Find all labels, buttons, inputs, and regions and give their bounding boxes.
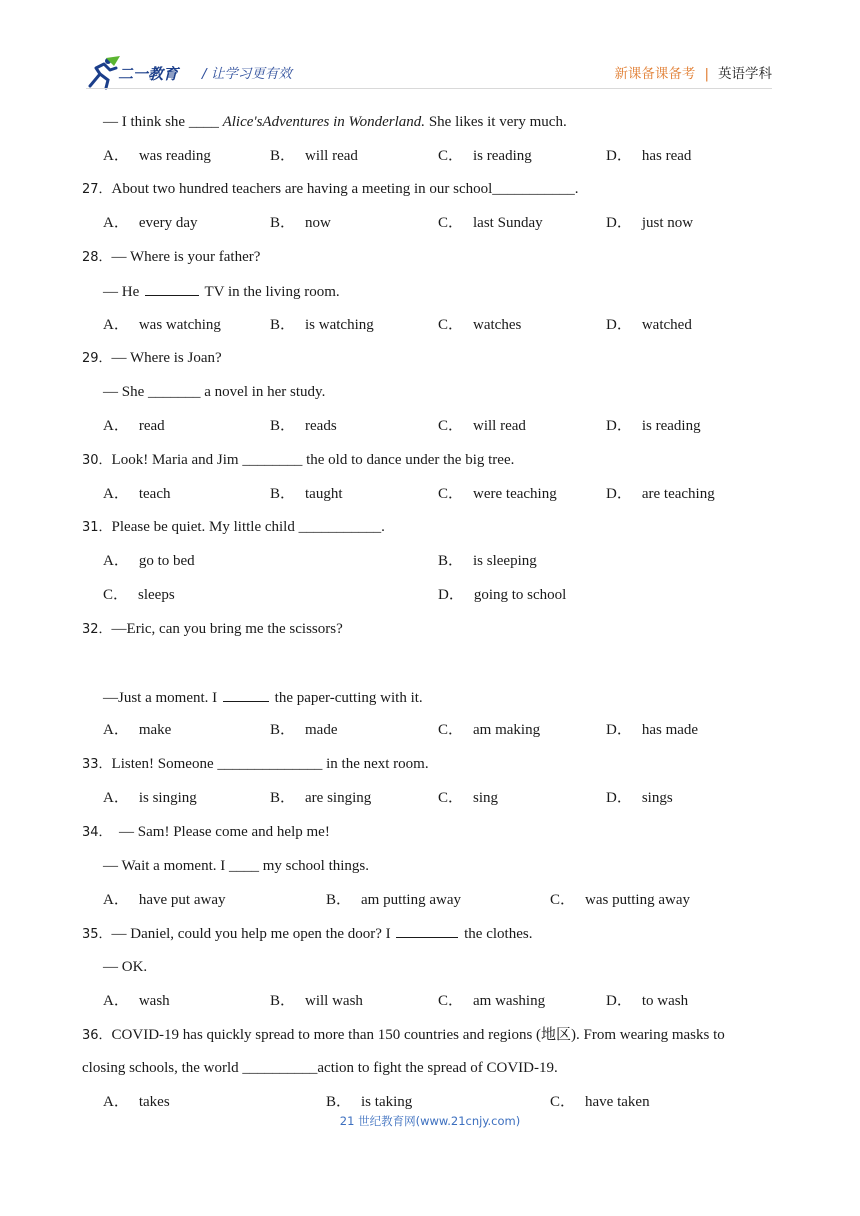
option-letter: B． [270,486,296,502]
question-34 [82,823,330,842]
answer-blank [223,688,269,702]
option-text: sleeps [138,587,175,603]
option-b[interactable] [270,417,337,435]
option-b[interactable] [438,552,537,570]
option-text: has read [641,148,692,164]
option-text: sings [641,790,673,806]
option-text: was watching [138,317,221,333]
runner-logo-icon [86,56,122,90]
option-b[interactable] [270,316,374,334]
option-c[interactable] [550,1093,650,1111]
option-c[interactable] [438,417,526,435]
question-text: — Where is Joan? [111,350,222,366]
question-number: 32． [82,622,112,637]
option-b[interactable] [270,485,343,503]
question-32-answer-line [103,688,423,707]
option-letter: C． [103,587,129,603]
option-c[interactable] [438,147,532,165]
option-letter: B． [270,722,296,738]
line-text: the paper-cutting with it. [270,690,423,706]
option-a[interactable] [103,552,195,570]
question-28 [82,248,260,267]
option-c[interactable] [438,789,498,807]
option-text: made [305,722,338,738]
question-number: 33． [82,757,112,772]
option-text: is sleeping [473,553,537,569]
option-text: taught [305,486,343,502]
option-letter: C． [438,790,464,806]
option-a[interactable] [103,214,198,232]
option-text: is watching [305,317,374,333]
option-b[interactable] [326,1093,412,1111]
question-text: Listen! Someone ______________ in the next room. [111,756,429,772]
option-text: make [138,722,172,738]
question-text: Look! Maria and Jim ________ the old to dance under the big tree. [111,452,515,468]
option-text: has made [641,722,699,738]
question-35-answer-line [103,958,147,976]
question-text: Please be quiet. My little child ___________. [111,519,385,535]
answer-blank [145,282,199,296]
option-b[interactable] [270,214,331,232]
option-b[interactable] [270,992,363,1010]
option-letter: C． [438,722,464,738]
option-text: going to school [473,587,567,603]
option-letter: C． [438,215,464,231]
option-c[interactable] [438,721,540,739]
answer-blank [396,924,458,938]
option-letter: D． [606,486,632,502]
line-text: —Just a moment. I [103,690,221,706]
option-text: am putting away [361,892,461,908]
option-letter: A． [103,790,129,806]
option-letter: A． [103,317,129,333]
option-letter: A． [103,892,129,908]
option-text: every day [138,215,198,231]
header-separator: | [704,66,709,82]
option-text: takes [138,1094,170,1110]
question-text: About two hundred teachers are having a meeting in our school___________. [111,181,579,197]
option-letter: D． [606,148,632,164]
option-text: is reading [473,148,532,164]
question-36-line-2 [82,1059,558,1077]
option-text: am making [473,722,541,738]
line-text: TV in the living room. [201,284,340,300]
option-d[interactable] [606,147,691,165]
question-number: 34． [82,825,112,840]
option-a[interactable] [103,485,170,503]
line-text: — Wait a moment. I ____ my school things. [103,858,369,874]
option-c[interactable] [438,992,545,1010]
question-31 [82,518,385,537]
option-c[interactable] [550,891,690,909]
line-text: — He [103,284,143,300]
option-text: are singing [305,790,372,806]
option-letter: B． [270,993,296,1009]
option-d[interactable] [438,586,566,604]
line-text: — OK. [103,959,148,975]
question-number: 35． [82,927,112,942]
option-a[interactable] [103,992,170,1010]
option-letter: A． [103,553,129,569]
option-letter: B． [326,892,352,908]
option-a[interactable] [103,891,225,909]
question-text: — Daniel, could you help me open the door? I [111,926,395,942]
option-text: to wash [641,993,689,1009]
option-letter: B． [438,553,464,569]
subject-label: 英语学科 [718,66,772,82]
header-rule [86,88,772,89]
question-32 [82,620,343,639]
option-d[interactable] [606,417,701,435]
option-text: teach [138,486,171,502]
option-letter: C． [438,418,464,434]
question-30 [82,451,514,470]
option-letter: A． [103,148,129,164]
option-c[interactable] [438,316,521,334]
option-text: will read [305,148,358,164]
option-d[interactable] [606,214,693,232]
option-letter: A． [103,993,129,1009]
option-b[interactable] [270,147,358,165]
option-text: have taken [585,1094,650,1110]
question-28-answer-line [103,282,340,301]
option-letter: C． [438,486,464,502]
option-letter: D． [606,790,632,806]
option-d[interactable] [606,721,698,739]
option-letter: D． [438,587,464,603]
option-text: is singing [138,790,197,806]
question-number: 28． [82,250,112,265]
option-text: just now [641,215,694,231]
logo-text: 二一教育 [118,65,179,83]
question-number: 30． [82,453,112,468]
option-d[interactable] [606,316,692,334]
option-text: now [305,215,331,231]
option-text: go to bed [138,553,195,569]
option-letter: C． [550,892,576,908]
option-letter: C． [438,993,464,1009]
option-text: are teaching [641,486,715,502]
option-text: have put away [138,892,226,908]
option-letter: D． [606,418,632,434]
question-text: closing schools, the world __________action to fight the spread of COVID-19. [82,1060,558,1076]
question-text: COVID-19 has quickly spread to more than 150 countries and regions (地区). From wearing masks to [111,1027,725,1043]
option-text: will wash [305,993,363,1009]
option-text: watched [641,317,692,333]
option-text: will read [473,418,526,434]
page-footer: 21 世纪教育网(www.21cnjy.com) [339,1114,521,1128]
slogan: / 让学习更有效 [202,66,292,82]
option-letter: D． [606,317,632,333]
option-letter: A． [103,722,129,738]
option-letter: D． [606,722,632,738]
option-letter: D． [606,215,632,231]
option-text: was putting away [585,892,690,908]
option-letter: B． [270,148,296,164]
option-letter: B． [270,790,296,806]
option-b[interactable] [270,721,338,739]
question-29 [82,349,222,368]
question-29-answer-line [103,383,325,401]
option-text: watches [473,317,522,333]
question-text: the clothes. [460,926,533,942]
option-text: was reading [138,148,211,164]
option-letter: D． [606,993,632,1009]
page-header [0,0,860,100]
option-letter: B． [270,418,296,434]
option-letter: C． [438,317,464,333]
option-letter: C． [438,148,464,164]
option-a[interactable] [103,316,221,334]
question-text: —Eric, can you bring me the scissors? [111,621,343,637]
option-c[interactable] [438,214,543,232]
option-letter: A． [103,1094,129,1110]
question-34-answer-line [103,857,369,875]
option-text: last Sunday [473,215,543,231]
question-number: 27． [82,182,112,197]
option-text: wash [138,993,170,1009]
option-c[interactable] [103,586,175,604]
option-b[interactable] [326,891,461,909]
option-text: is taking [361,1094,413,1110]
option-text: were teaching [473,486,557,502]
option-d[interactable] [606,485,715,503]
question-number: 29． [82,351,112,366]
option-letter: A． [103,486,129,502]
option-a[interactable] [103,147,211,165]
option-a[interactable] [103,789,197,807]
option-letter: A． [103,418,129,434]
logo [86,56,190,90]
option-text: reads [305,418,337,434]
book-title: Alice'sAdventures in Wonderland. [222,114,426,130]
question-35 [82,924,532,944]
question-33 [82,755,429,774]
option-c[interactable] [438,485,557,503]
option-text: is reading [641,418,701,434]
line-text: She likes it very much. [425,114,567,130]
question-number: 31． [82,520,112,535]
option-letter: B． [326,1094,352,1110]
question-36 [82,1026,725,1045]
option-a[interactable] [103,417,165,435]
option-letter: A． [103,215,129,231]
option-a[interactable] [103,721,171,739]
option-d[interactable] [606,789,673,807]
question-text: — Where is your father? [111,249,261,265]
option-a[interactable] [103,1093,170,1111]
option-d[interactable] [606,992,688,1010]
option-text: sing [473,790,499,806]
course-label: 新课备课备考 [614,66,696,82]
option-letter: C． [550,1094,576,1110]
option-text: read [138,418,165,434]
question-26-answer-line [103,113,567,131]
line-text: — She _______ a novel in her study. [103,384,326,400]
question-27 [82,180,579,199]
option-b[interactable] [270,789,371,807]
header-right [614,62,772,82]
option-text: am washing [473,993,546,1009]
question-number: 36． [82,1028,112,1043]
line-text: — I think she ____ [103,114,223,130]
option-letter: B． [270,215,296,231]
option-letter: B． [270,317,296,333]
question-text: — Sam! Please come and help me! [111,824,330,840]
